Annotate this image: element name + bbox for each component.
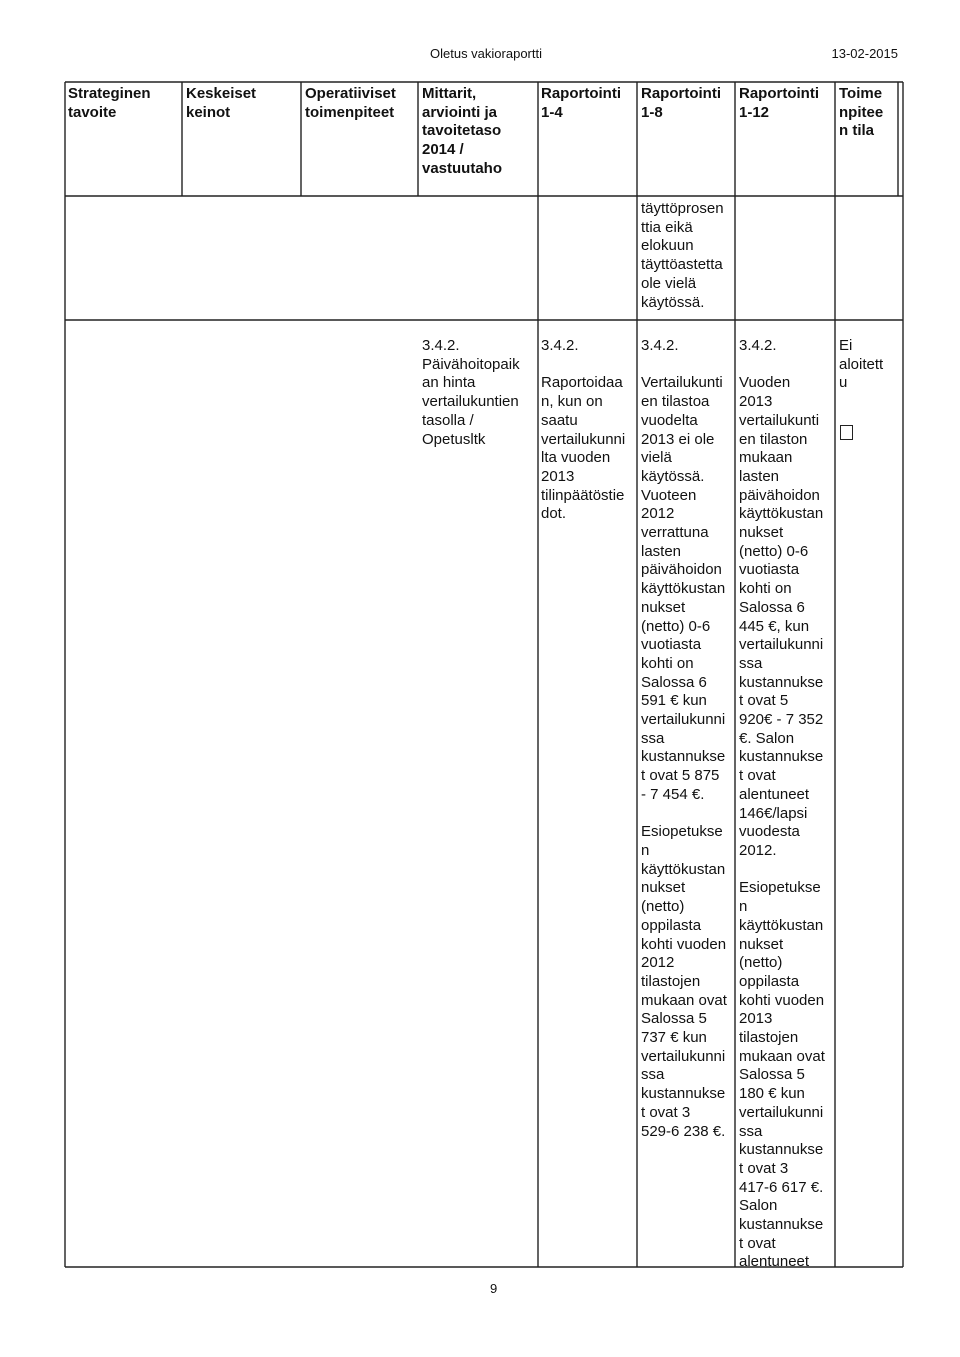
col-header-operational-actions: Operatiiviset toimenpiteet (305, 85, 396, 121)
text-line: oppilasta (641, 916, 702, 934)
text-line: kustannukse (739, 1141, 824, 1159)
page-number: 9 (490, 1281, 498, 1296)
text-line: n (739, 898, 748, 916)
text-line: vuotiasta (641, 636, 702, 654)
text-line: €. Salon (739, 729, 795, 747)
text-line: vielä (641, 449, 672, 467)
col-header-key-means: Keskeiset keinot (186, 85, 257, 121)
text-line: Esiopetukse (739, 879, 821, 897)
text-line: 2013 ei ole (641, 430, 715, 448)
text-line: 2012 (641, 505, 675, 523)
text-line: en tilaston (739, 430, 808, 448)
text-line: 529-6 238 €. (641, 1122, 726, 1140)
col-header-reporting-1-4: Raportointi 1-4 (541, 85, 621, 121)
text-line: - 7 454 €. (641, 785, 705, 803)
text-line: Esiopetukse (641, 823, 723, 841)
text-line: oppilasta (739, 972, 800, 990)
text-line: (netto) (739, 954, 783, 972)
text-line: 920€ - 7 352 (739, 711, 824, 729)
col-header-status: Toime npitee n tila (839, 85, 884, 140)
text-line: ssa (641, 1066, 665, 1084)
text-line: kustannukse (641, 748, 726, 766)
text-line: käytössä. (641, 467, 705, 485)
text-line: t ovat 3 (739, 1159, 789, 1177)
text-line (739, 861, 825, 880)
text-line: ssa (739, 1122, 763, 1140)
text-line: 2013 (739, 1010, 773, 1028)
text-line: kohti vuoden (641, 935, 727, 953)
row2-reporting-1-8 (641, 337, 727, 1141)
text-line: Salossa 6 (739, 598, 805, 616)
text-line: kohti on (641, 654, 694, 672)
text-line: 3.4.2. (641, 337, 679, 354)
text-line: (netto) (641, 898, 685, 916)
report-date: 13-02-2015 (831, 46, 898, 61)
text-line: käyttökustan (739, 505, 824, 523)
text-line: kustannukse (641, 1085, 726, 1103)
text-line: päivähoidon (641, 561, 722, 579)
report-title: Oletus vakioraportti (430, 46, 542, 61)
text-line: 180 € kun (739, 1085, 805, 1103)
col-header-reporting-1-12: Raportointi 1-12 (739, 85, 819, 121)
text-line: nukset (739, 935, 784, 953)
text-line: 2013 (739, 393, 773, 411)
text-line: vertailukunti (739, 411, 820, 429)
text-line: kustannukse (739, 748, 824, 766)
text-line: t ovat 5 (739, 692, 789, 710)
text-line: t ovat (739, 767, 776, 785)
row2-reporting-1-12 (739, 337, 825, 1272)
text-line: vertailukunni (641, 1047, 726, 1065)
col-header-strategic-goal: Strateginen tavoite (68, 85, 151, 121)
row2-metrics: 3.4.2. Päivähoitopaik an hinta vertailukuntien tasolla / Opetusltk (422, 337, 520, 448)
text-line: käyttökustan (641, 580, 726, 598)
text-line: Vuoteen (641, 486, 697, 504)
text-line: käyttökustan (641, 860, 726, 878)
text-line: Vuoden (739, 374, 791, 392)
text-line: vuodelta (641, 411, 698, 429)
col-header-reporting-1-8: Raportointi 1-8 (641, 85, 721, 121)
row2-status: Ei aloitett u (839, 337, 884, 392)
text-line: en tilastoa (641, 393, 710, 411)
text-line: mukaan ovat (641, 991, 727, 1009)
text-line: käyttökustan (739, 916, 824, 934)
text-line: t ovat 3 (641, 1103, 691, 1121)
text-line: Vertailukunti (641, 374, 723, 392)
text-line: tilastojen (641, 972, 701, 990)
col-header-metrics: Mittarit, arviointi ja tavoitetaso 2014 / vastuutaho (422, 85, 503, 177)
text-line: nukset (641, 879, 686, 897)
text-line: nukset (739, 524, 784, 542)
text-line: kohti on (739, 580, 792, 598)
text-line: (netto) 0-6 (641, 617, 711, 635)
text-line: vuodesta (739, 823, 800, 841)
text-line: Salossa 5 (641, 1010, 707, 1028)
text-line: t ovat (739, 1234, 776, 1252)
text-line: n (641, 841, 650, 859)
text-line: alentuneet (739, 785, 810, 803)
text-line: ssa (641, 729, 665, 747)
text-line: 2012 (641, 954, 675, 972)
text-line: kustannukse (739, 1216, 824, 1234)
text-line: lasten (739, 467, 780, 485)
text-line: 146€/lapsi (739, 804, 808, 822)
row1-reporting-1-8: täyttöprosen ttia eikä elokuun täyttöastetta ole vielä käytössä. (641, 200, 724, 311)
text-line: lasten (641, 542, 682, 560)
text-line: 445 €, kun (739, 617, 810, 635)
text-line: vertailukunni (739, 636, 824, 654)
text-line (739, 356, 825, 375)
text-line: 2012. (739, 841, 777, 859)
text-line (641, 356, 727, 375)
text-line: vertailukunni (739, 1103, 824, 1121)
row2-reporting-1-4: 3.4.2. Raportoidaa n, kun on saatu vertailukunni lta vuoden 2013 tilinpäätöstie dot. (541, 337, 626, 523)
text-line: nukset (641, 598, 686, 616)
text-line: mukaan ovat (739, 1047, 825, 1065)
text-line: (netto) 0-6 (739, 542, 809, 560)
text-line: 3.4.2. (739, 337, 777, 354)
text-line: vuotiasta (739, 561, 800, 579)
text-line: vertailukunni (641, 711, 726, 729)
text-line (641, 805, 727, 824)
text-line: kohti vuoden (739, 991, 825, 1009)
text-line: Salossa 6 (641, 673, 707, 691)
text-line: 417-6 617 €. (739, 1178, 824, 1196)
text-line: verrattuna (641, 524, 709, 542)
text-line: 591 € kun (641, 692, 707, 710)
text-line: 737 € kun (641, 1029, 707, 1047)
text-line: ssa (739, 654, 763, 672)
text-line: alentuneet (739, 1253, 810, 1271)
text-line: Salossa 5 (739, 1066, 805, 1084)
text-line: t ovat 5 875 (641, 767, 720, 785)
text-line: kustannukse (739, 673, 824, 691)
text-line: päivähoidon (739, 486, 820, 504)
text-line: tilastojen (739, 1029, 799, 1047)
text-line: Salon (739, 1197, 778, 1215)
status-checkbox[interactable] (840, 425, 853, 440)
text-line: mukaan (739, 449, 793, 467)
